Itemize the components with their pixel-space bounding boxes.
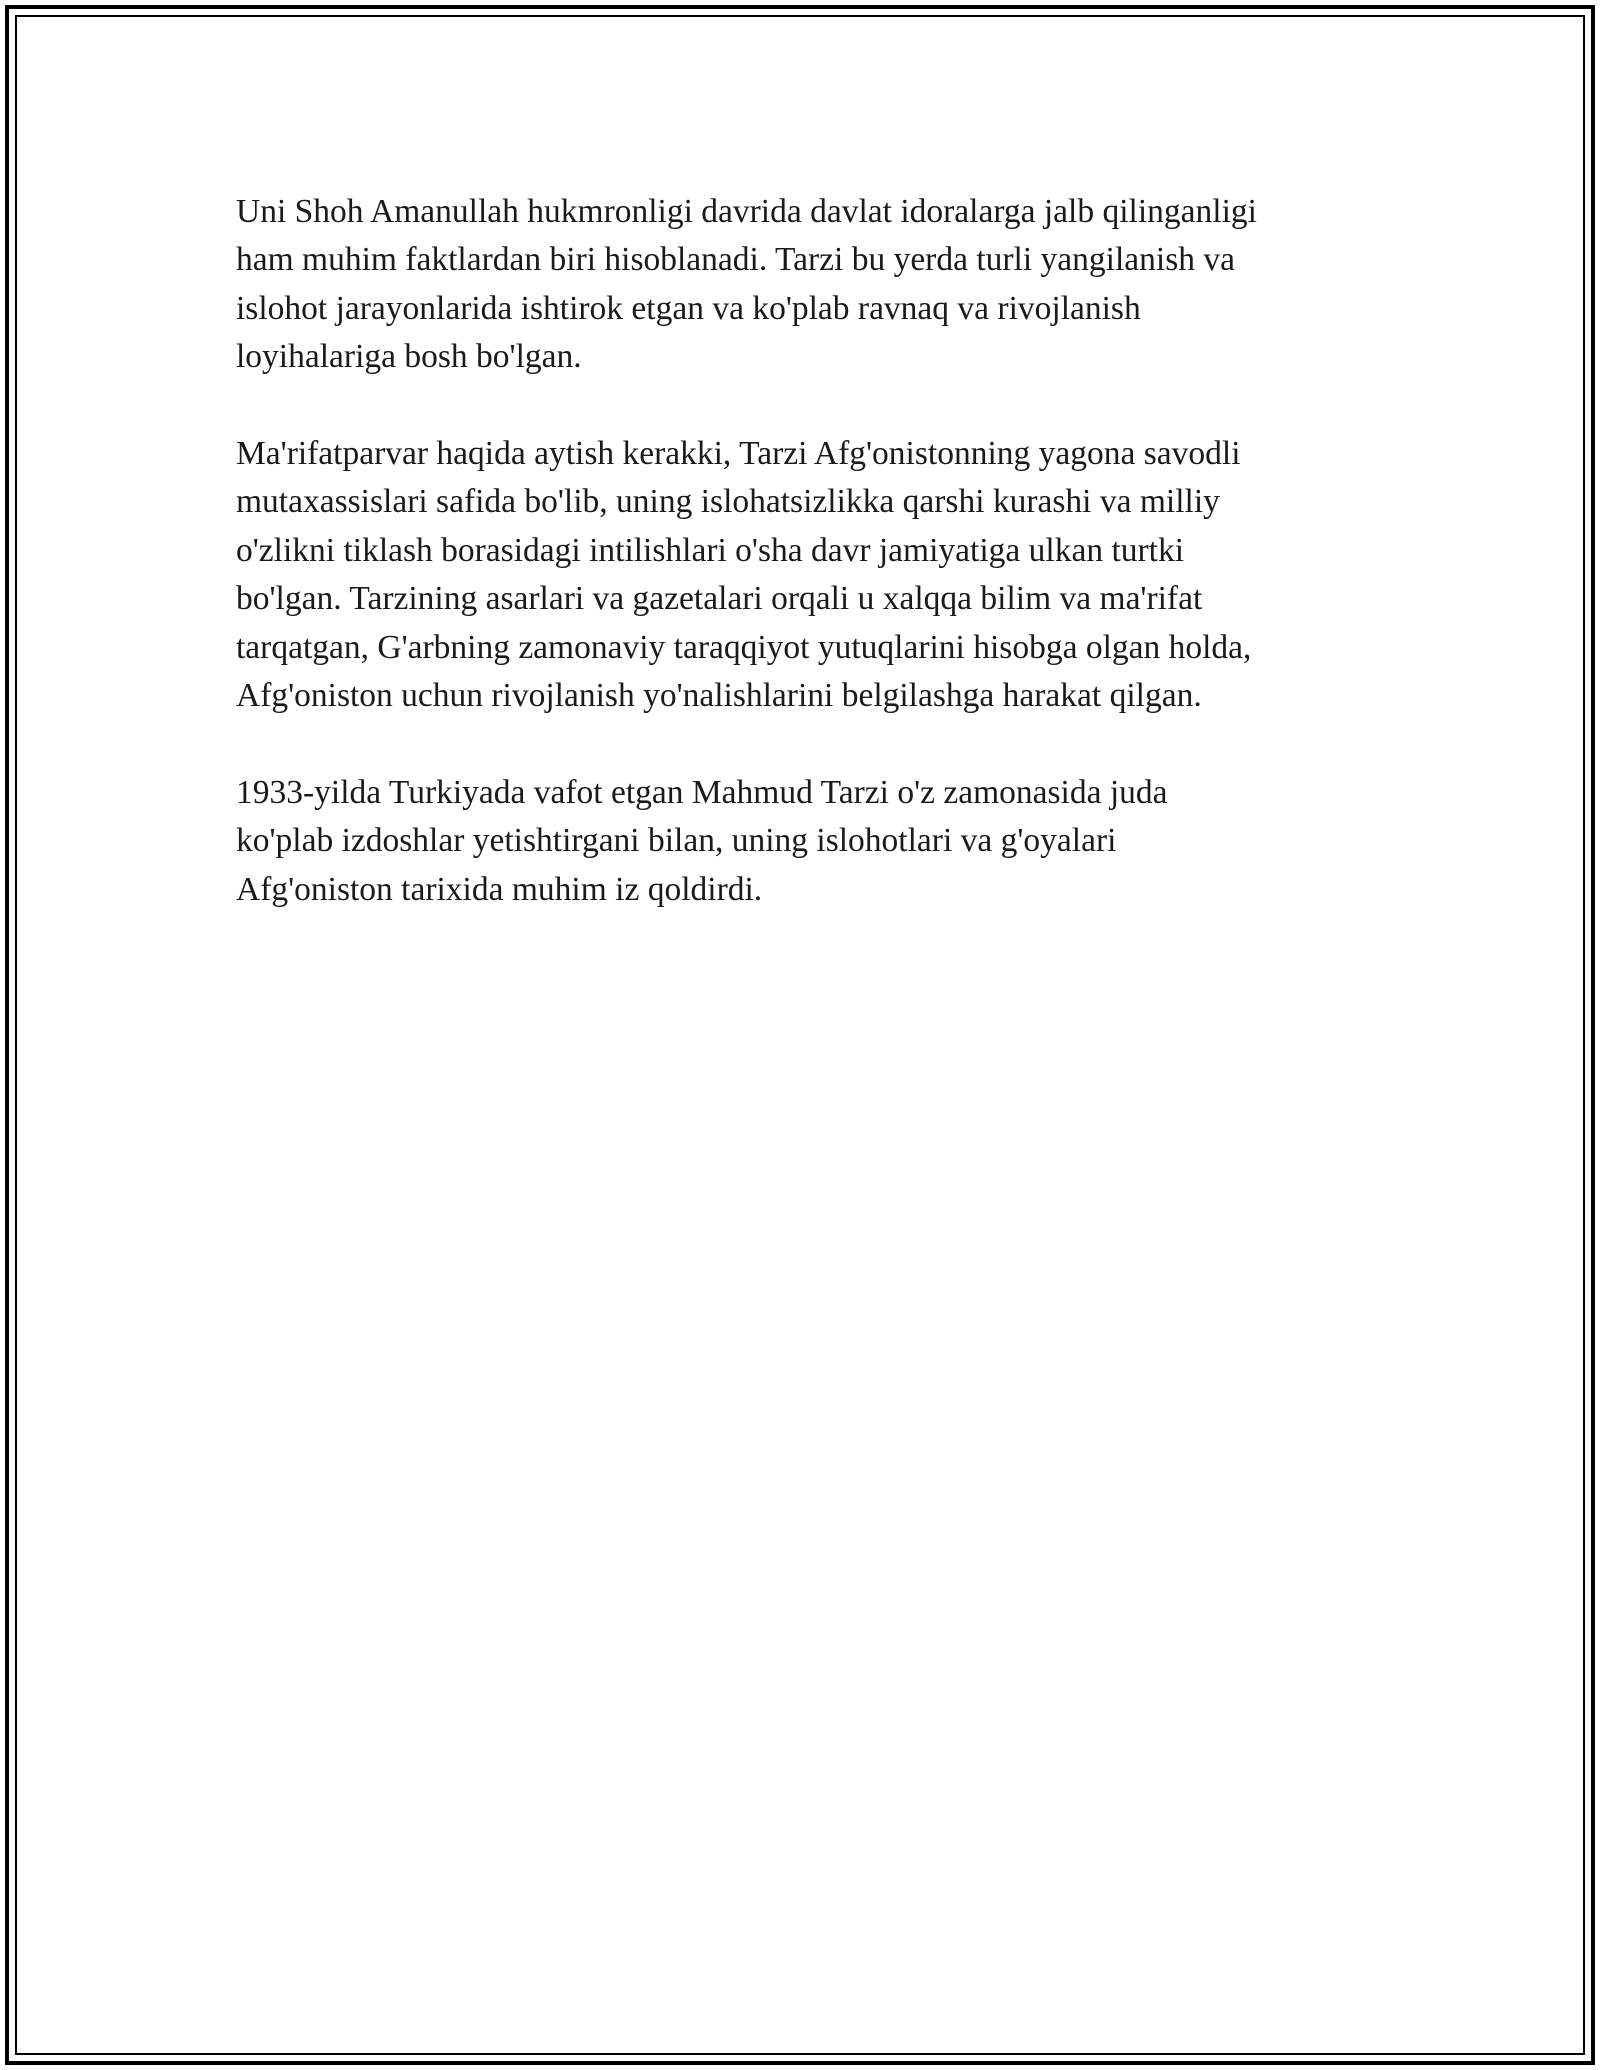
text-line: mutaxassislari safida bo'lib, uning islohatsizlikka qarshi kurashi va milliy [236,483,1220,521]
paragraph-1 [236,188,1396,382]
text-line: loyihalariga bosh bo'lgan. [236,338,582,376]
paragraph-3 [236,769,1396,914]
text-line: ham muhim faktlardan biri hisoblanadi. Tarzi bu yerda turli yangilanish va [236,241,1235,279]
text-line: tarqatgan, G'arbning zamonaviy taraqqiyot yutuqlarini hisobga olgan holda, [236,628,1252,666]
text-line: ko'plab izdoshlar yetishtirgani bilan, uning islohotlari va g'oyalari [236,822,1117,860]
text-line: Afg'oniston tarixida muhim iz qoldirdi. [236,870,763,908]
text-line: o'zlikni tiklash borasidagi intilishlari o'sha davr jamiyatiga ulkan turtki [236,531,1185,569]
text-line: bo'lgan. Tarzining asarlari va gazetalari orqali u xalqqa bilim va ma'rifat [236,580,1203,618]
text-line: 1933-yilda Turkiyada vafot etgan Mahmud Tarzi o'z zamonasida juda [236,773,1168,811]
text-line: Ma'rifatparvar haqida aytish kerakki, Tarzi Afg'onistonning yagona savodli [236,435,1241,473]
text-line: Uni Shoh Amanullah hukmronligi davrida davlat idoralarga jalb qilinganligi [236,193,1257,230]
paragraph-2 [236,430,1396,720]
text-line: islohot jarayonlarida ishtirok etgan va ko'plab ravnaq va rivojlanish [236,289,1141,327]
document-body [236,188,1396,962]
text-line: Afg'oniston uchun rivojlanish yo'nalishlarini belgilashga harakat qilgan. [236,677,1202,715]
